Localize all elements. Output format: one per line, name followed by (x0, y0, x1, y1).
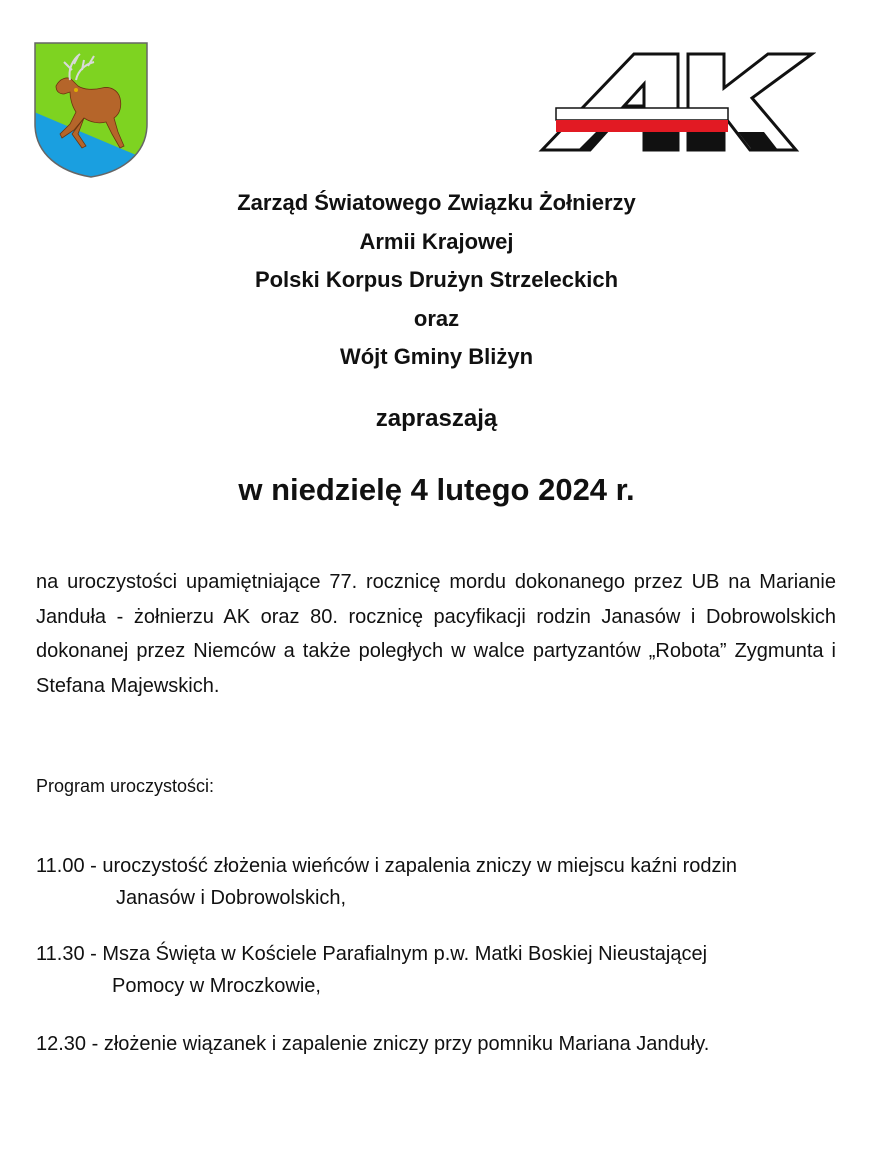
program-item-time: 11.00 - (36, 855, 103, 877)
invite-heading: zapraszają (375, 405, 498, 432)
event-date: w niedzielę 4 lutego 2024 r. (238, 472, 635, 507)
program-item (36, 1028, 836, 1060)
program-item-text: Msza Święta w Kościele Parafialnym p.w. Matki Boskiej Nieustającej (102, 943, 708, 965)
header-line-3: Polski Korpus Drużyn Strzeleckich (254, 267, 619, 292)
program-item (36, 938, 836, 1002)
program-item-continuation: Janasów i Dobrowolskich, (116, 887, 347, 909)
organizers-header (0, 184, 873, 377)
program-label: Program uroczystości: (36, 776, 215, 796)
program-item-time: 12.30 - (36, 1033, 104, 1055)
deer-coat-of-arms-icon (34, 42, 148, 178)
header-line-1: Zarząd Światowego Związku Żołnierzy (237, 190, 636, 215)
header-line-5: Wójt Gminy Bliżyn (339, 344, 534, 369)
ak-logo-icon (538, 50, 816, 154)
header-line-2: Armii Krajowej (359, 228, 514, 254)
intro-paragraph: na uroczystości upamiętniające 77. rocznicę mordu dokonanego przez UB na Marianie Janduła - żołnierzu AK oraz 80. rocznicę pacyfikacji rodzin Janasów i Dobrowolskich dokonanej przez Niemców a także poległych w walce partyzantów „Robota” Zygmunta i Stefana Majewskich. (36, 571, 836, 697)
header-line-4: oraz (413, 305, 460, 331)
program-item-continuation: Pomocy w Mroczkowie, (112, 975, 321, 997)
program-item-text: złożenie wiązanek i zapalenie zniczy przy pomniku Mariana Janduły. (103, 1033, 710, 1055)
program-item (36, 850, 836, 914)
program-item-text: uroczystość złożenia wieńców i zapalenia zniczy w miejscu kaźni rodzin (102, 855, 738, 877)
program-item-time: 11.30 - (36, 943, 103, 965)
